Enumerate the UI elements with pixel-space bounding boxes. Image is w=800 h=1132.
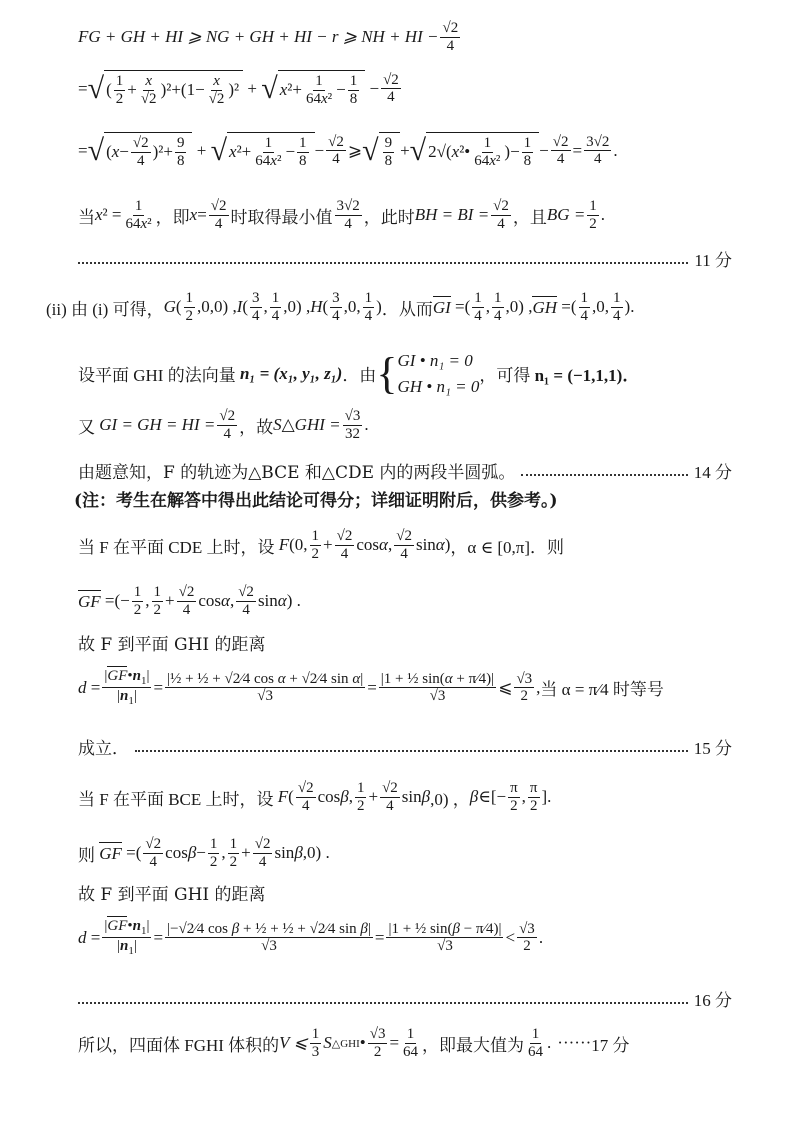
sqrt2-over-4: $\frac{√2}{4}$ — [442, 20, 459, 54]
equation-line-2: = √ ( $\frac{1}{2}$ + $\frac{x}{√2}$ )²+(1− $\frac{x}{√2}$ )² + √ x ²+ $\frac{1}{\text{64x²}}$ − $\frac{1}{8}$ − $\frac{√2}{4}$ — [78, 71, 399, 107]
radical-expr-4: √ x ²+ $\frac{1}{\text{64x²}}$ − $\frac{1}{8}$ — [211, 132, 315, 169]
normal-vector-line — [78, 348, 732, 399]
text-bce-intro: 当 F 在平面 BCE 上时，设 — [78, 789, 274, 809]
equation-system — [397, 348, 479, 399]
normal-vector-n1: n₁ = (x₁, y₁, z₁) — [239, 363, 343, 383]
cde-line: 当 F 在平面 CDE 上时，设 F (0, $\frac{1}{2}$ + $\frac{√2}{4}$ cos α , $\frac{√2}{4}$ sin α ) ，α ∈ [0,π]．则 — [78, 528, 565, 562]
text-cde-intro: 当 F 在平面 CDE 上时，设 — [78, 537, 275, 557]
score-row-15 — [78, 734, 732, 759]
text-thus: ．从而 — [381, 299, 433, 319]
equals-sign-2: = — [572, 140, 583, 160]
text-namely: ，即 — [155, 207, 190, 227]
text-holds: 成立． — [78, 739, 129, 759]
score-row-16 — [78, 986, 732, 1011]
text-so: ，故 — [239, 417, 274, 437]
text-when: 当 — [78, 207, 95, 227]
equals-sign: = — [78, 78, 88, 98]
text-bg: BG = — [546, 205, 586, 224]
text-equality-when: 当 α = π⁄4 时等号 — [540, 680, 664, 700]
triangle-area-line: 又 GI = GH = HI = $\frac{√2}{4}$ ，故 S△GHI = $\frac{√3}{32}$ . — [78, 408, 369, 442]
minimum-condition-line: 当 x ² = $\frac{1}{\text{64x²}}$ ，即 x = $\frac{√2}{4}$ 时取得最小值 $\frac{3√2}{4}$ ，此时 BH = BI = $\frac{√2}{4}$ ，且 BG = $\frac{1}{2}$ . — [78, 198, 606, 232]
score-15: 15 分 — [693, 739, 732, 758]
distance-formula-2: d = $\frac{|GF•n_1|}{|n_1|}$ = $\frac{\text{|−√2⁄4 cos β + ½ + ½ + √2⁄4 sin β|}}{√3}$ = $\frac{\text{|1 + ½ sin(β − π⁄4)|}}{√3}$ < $\frac{√3}{2}$ . — [78, 918, 544, 958]
radical-expr-3: √ ( x − $\frac{√2}{4}$ )²+ $\frac{9}{8}$ — [88, 132, 193, 169]
radical-expr-2: √ x ²+ $\frac{1}{\text{64x²}}$ − $\frac{1}{8}$ — [261, 70, 365, 107]
score-11: 11 分 — [694, 251, 732, 270]
inequality-text: FG + GH + HI ⩾ NG + GH + HI − r ⩾ NH + HI − — [78, 27, 439, 46]
area-s: S△GHI = — [273, 415, 341, 434]
text-also: 又 — [78, 417, 95, 437]
gf-vector-line-1: GF =(− $\frac{1}{2}$ , $\frac{1}{2}$ + $\frac{√2}{4}$ cos α , $\frac{√2}{4}$ sin α ) . — [78, 584, 301, 618]
left-brace: { — [376, 348, 398, 398]
note-row — [74, 486, 732, 511]
score-17: 17 分 — [591, 1035, 630, 1055]
distance-text-1: 故 F 到平面 GHI 的距离 — [78, 635, 266, 655]
distance-formula-1: d = $\frac{|GF•n_1|}{|n_1|}$ = $\frac{\text{|½ + ½ + √2⁄4 cos α + √2⁄4 sin α|}}{√3}$ = $\frac{\text{|1 + ½ sin(α + π⁄4)|}}{√3}$ ⩽ $\frac{√3}{2}$ , 当 α = π⁄4 时等号 — [78, 668, 664, 708]
text-get: ，可得 — [479, 366, 531, 385]
part-ii-line: (ii) 由 (i) 可得， G ( $\frac{1}{2}$ ,0,0) , I ( $\frac{3}{4}$ , $\frac{1}{4}$ ,0) , H ( $\frac{3}{4}$ ,0, $\frac{1}{4}$ ) ．从而 GI =( $\frac{1}{4}$ , $\frac{1}{4}$ ,0) , GH =( $\frac{1}{4}$ ,0, $\frac{1}{4}$ ). — [46, 290, 635, 324]
trace-text: 由题意知，F 的轨迹为△BCE 和△CDE 内的两段半圆弧。 — [78, 463, 516, 483]
system-eq-1: GI • n₁ = 0 — [397, 351, 473, 370]
final-line: 所以，四面体 FGHI 体积的 V ⩽ $\frac{1}{3}$ S △GHI • $\frac{√3}{2}$ = $\frac{1}{64}$ ，即最大值为 $\frac{1}{64}$ . ······ 17 分 — [78, 1026, 630, 1060]
dotted-leader — [78, 254, 688, 264]
text-min-value: 时取得最小值 — [230, 207, 333, 227]
radical-expr-5: √ $\frac{9}{8}$ — [362, 132, 400, 169]
text-final-intro: 所以，四面体 FGHI 体积的 — [78, 1035, 280, 1055]
inequality-line-1 — [78, 20, 732, 54]
text-max-value: ，即最大值为 — [422, 1035, 525, 1055]
text-then: ，此时 — [363, 207, 415, 227]
score-row-11 — [78, 246, 732, 271]
volume-v: V ⩽ — [279, 1033, 308, 1052]
gf-vector-line-2: 则 GF =( $\frac{√2}{4}$ cos β − $\frac{1}{2}$ , $\frac{1}{2}$ + $\frac{√2}{4}$ sin β ,0) . — [78, 836, 330, 870]
equation-line-3: = √ ( x − $\frac{√2}{4}$ )²+ $\frac{9}{8}$ + √ x ²+ $\frac{1}{\text{64x²}}$ − $\frac{1}{8}$ − $\frac{√2}{4}$ ⩾ √ $\frac{9}{8}$ + √ 2√( x ²• $\frac{1}{\text{64x²}}$ )− $\frac{1}{8}$ − $\frac{√2}{4}$ = $\frac{3√2}{4}$ . — [78, 133, 618, 169]
score-16: 16 分 — [693, 991, 732, 1010]
dotted-leader — [135, 742, 688, 752]
dotted-leader — [521, 466, 687, 476]
text-bh-bi: BH = BI = — [414, 205, 490, 224]
text-by: ．由 — [342, 366, 377, 385]
text-normal-intro: 设平面 GHI 的法向量 — [78, 366, 236, 385]
bce-line: 当 F 在平面 BCE 上时，设 F ( $\frac{√2}{4}$ cos β , $\frac{1}{2}$ + $\frac{√2}{4}$ sin β ,0) ， β ∈[− $\frac{\pi}{2}$ , $\frac{\pi}{2}$ ]. — [78, 780, 552, 814]
trace-row — [78, 458, 732, 483]
distance-text-2: 故 F 到平面 GHI 的距离 — [78, 885, 266, 905]
equals-sign: = — [78, 140, 88, 160]
radical-expr-1: √ ( $\frac{1}{2}$ + $\frac{x}{√2}$ )²+(1− $\frac{x}{√2}$ )² — [88, 70, 244, 107]
note-text: (注：考生在解答中得出此结论可得分；详细证明附后，供参考。) — [74, 491, 558, 511]
radical-expr-6: √ 2√( x ²• $\frac{1}{\text{64x²}}$ )− $\frac{1}{8}$ — [410, 132, 540, 169]
score-14: 14 分 — [693, 463, 732, 482]
dotted-leader — [78, 994, 688, 1004]
part-ii-intro: (ii) 由 (i) 可得， — [46, 299, 164, 319]
distance-label-1 — [78, 630, 732, 655]
text-alpha-range: ，α ∈ [0,π]．则 — [450, 537, 565, 557]
text-and: ，且 — [512, 207, 547, 227]
system-eq-2: GH • n₁ = 0 — [397, 376, 480, 396]
distance-label-2 — [78, 880, 732, 905]
equal-sides: GI = GH = HI = — [99, 415, 216, 434]
normal-result: n₁ = (−1,1,1)． — [534, 366, 640, 385]
